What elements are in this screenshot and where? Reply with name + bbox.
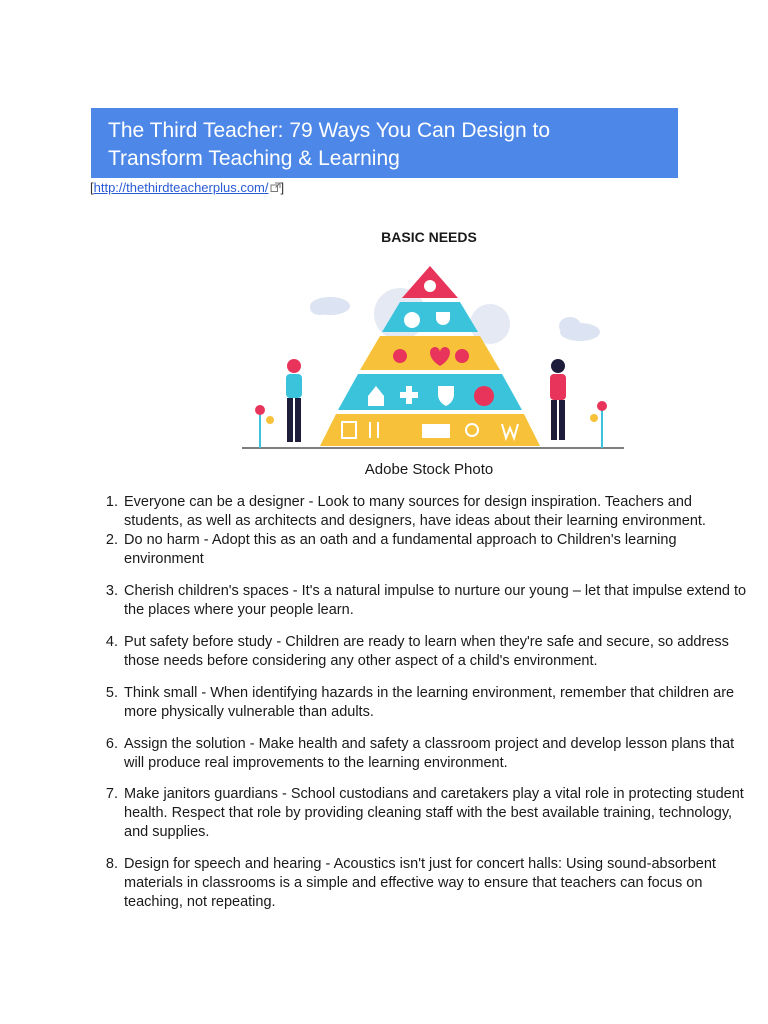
list-item-text [124, 633, 764, 671]
list-item-line: environment [124, 551, 204, 567]
list-item-number: 5. [105, 685, 118, 701]
list-item-line: Make janitors guardians - School custodians and caretakers play a vital role in protecting student [124, 786, 744, 802]
page-title-line-2: Transform Teaching & Learning [108, 147, 400, 170]
list-item-line: Cherish children's spaces - It's a natural impulse to nurture our young – let that impulse extend to [124, 583, 747, 599]
list-item-number: 8. [105, 856, 118, 872]
list-item-text [124, 785, 764, 842]
list-item-number: 4. [105, 634, 118, 650]
list-item-line: materials in classrooms is a simple and effective way to ensure that teachers can focus on [124, 875, 703, 891]
pyramid-tier-3 [360, 336, 500, 370]
medal-icon [404, 312, 420, 328]
list-item-text [124, 855, 764, 912]
plant-left [255, 405, 274, 448]
person-left-figure [286, 359, 302, 442]
ticket-icon [422, 424, 450, 438]
title-banner [91, 108, 678, 178]
image-caption: Adobe Stock Photo [364, 461, 494, 478]
list-item-number: 3. [105, 583, 118, 599]
section-heading: BASIC NEEDS [381, 229, 477, 245]
list-item-line: and supplies. [124, 824, 210, 840]
list-item-text [124, 735, 764, 773]
source-link-row [90, 180, 284, 196]
list-item-text [124, 582, 764, 620]
list-item-line: more physically vulnerable than adults. [124, 704, 374, 720]
hierarchy-of-needs-illustration [240, 262, 624, 459]
person-right-figure [550, 359, 566, 440]
pyramid-tier-4 [338, 374, 522, 410]
list-item-line: health. Respect that role by providing cleaning staff with the best available training, technology, [124, 805, 733, 821]
list-item-line: Design for speech and hearing - Acoustics isn't just for concert halls: Using sound-absorbent [124, 856, 716, 872]
source-link[interactable]: http://thethirdteacherplus.com/ [93, 180, 269, 195]
list-item-text [124, 493, 764, 531]
list-item-line: Do no harm - Adopt this as an oath and a fundamental approach to Children's learning [124, 532, 677, 548]
list-item-line: Think small - When identifying hazards in the learning environment, remember that children are [124, 685, 735, 701]
list-item-line: teaching, not repeating. [124, 894, 276, 910]
cloud-left [310, 297, 350, 315]
list-item-line: Everyone can be a designer - Look to many sources for design inspiration. Teachers and [124, 494, 692, 510]
list-item-line: students, as well as architects and designers, have ideas about their learning environment. [124, 513, 706, 529]
person-icon [424, 280, 436, 292]
dollar-icon [474, 386, 494, 406]
list-item-line: those needs before considering any other aspect of a child's environment. [124, 653, 598, 669]
cloud-right [559, 317, 600, 341]
list-item-number: 1. [105, 494, 118, 510]
close-bracket: ] [280, 180, 285, 195]
list-item-line: Assign the solution - Make health and safety a classroom project and develop lesson plans that [124, 736, 735, 752]
list-item-line: Put safety before study - Children are ready to learn when they're safe and secure, so address [124, 634, 729, 650]
open-bracket: [ [90, 180, 94, 195]
list-item-number: 6. [105, 736, 118, 752]
person-icon [455, 349, 469, 363]
list-item-number: 7. [105, 786, 118, 802]
list-item-line: will produce real improvements to the learning environment. [124, 755, 508, 771]
page-title-line-1: The Third Teacher: 79 Ways You Can Design to [108, 119, 551, 142]
list-item-number: 2. [105, 532, 118, 548]
list-item-text [124, 684, 764, 722]
list-item-text [124, 531, 764, 569]
plant-right [590, 401, 607, 448]
external-link-icon[interactable] [270, 181, 281, 196]
list-item-line: the places where your people learn. [124, 602, 354, 618]
person-icon [393, 349, 407, 363]
